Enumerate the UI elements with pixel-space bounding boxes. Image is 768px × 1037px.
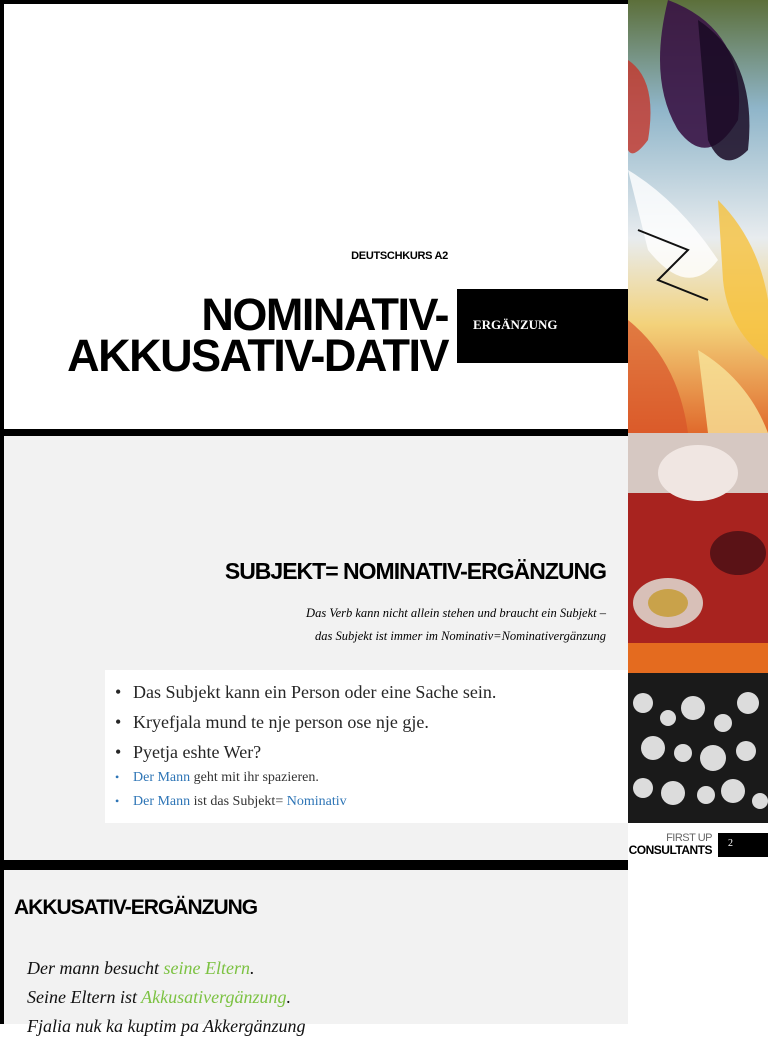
description-line2: das Subjekt ist immer im Nominativ=Nominativergänzung [315, 629, 606, 643]
title-slide[interactable] [0, 0, 628, 433]
slide-title [67, 289, 448, 381]
sentence-end: . [249, 958, 255, 978]
slide-title-line1: NOMINATIV- [201, 289, 448, 340]
sentence-text: Der mann besucht [27, 958, 164, 978]
example-sentence: Fjalia nuk ka kuptim pa Akkergänzung [27, 1016, 306, 1036]
course-label: DEUTSCHKURS A2 [351, 250, 448, 262]
bullet-box [105, 670, 628, 823]
bullet-text: Das Subjekt kann ein Person oder eine Sache sein. [133, 682, 497, 702]
ergaenzung-label: ERGÄNZUNG [473, 317, 558, 332]
akkusativ-slide[interactable] [0, 867, 628, 1036]
subjekt-slide[interactable] [0, 436, 628, 864]
example-subject: Der Mann [133, 794, 191, 809]
list-item [115, 770, 319, 786]
subjekt-heading: SUBJEKT= NOMINATIV-ERGÄNZUNG [224, 558, 606, 584]
ergaenzung-box [457, 289, 628, 363]
sentence-text: Seine Eltern ist [27, 987, 142, 1007]
list-item [115, 712, 429, 733]
page-number-badge [718, 833, 768, 857]
bullet-marker: • [115, 712, 122, 732]
example-case: Nominativ [286, 794, 347, 809]
bullet-marker: • [115, 770, 120, 784]
list-item [115, 742, 261, 763]
bullet-text: Kryefjala mund te nje person ose nje gje. [133, 712, 429, 732]
subjekt-description [306, 602, 606, 648]
sentence-end: . [286, 987, 291, 1007]
logo-text-top: FIRST UP [666, 832, 712, 844]
logo-text-bottom: CONSULTANTS [628, 843, 712, 857]
bullet-marker: • [115, 794, 120, 808]
fluid-art-image [628, 433, 768, 823]
list-item [115, 682, 496, 703]
bullet-text: Pyetja eshte Wer? [133, 742, 262, 762]
bullet-marker: • [115, 682, 122, 702]
fluid-art-image [628, 0, 768, 433]
description-line1: Das Verb kann nicht allein stehen und braucht ein Subjekt – [306, 606, 606, 620]
akkusativ-heading: AKKUSATIV-ERGÄNZUNG [14, 896, 258, 919]
highlight-object: seine Eltern [163, 958, 250, 978]
example-sentence [27, 958, 254, 979]
list-item [115, 794, 347, 810]
example-sentence [27, 987, 291, 1008]
page-number: 2 [728, 838, 733, 849]
highlight-term: Akkusativergänzung [141, 987, 287, 1007]
bullet-marker: • [115, 742, 122, 762]
example-text: ist das Subjekt= [190, 794, 287, 809]
slide-title-line2: AKKUSATIV-DATIV [67, 330, 448, 381]
example-subject: Der Mann [133, 770, 191, 785]
example-text: geht mit ihr spazieren. [190, 770, 319, 785]
